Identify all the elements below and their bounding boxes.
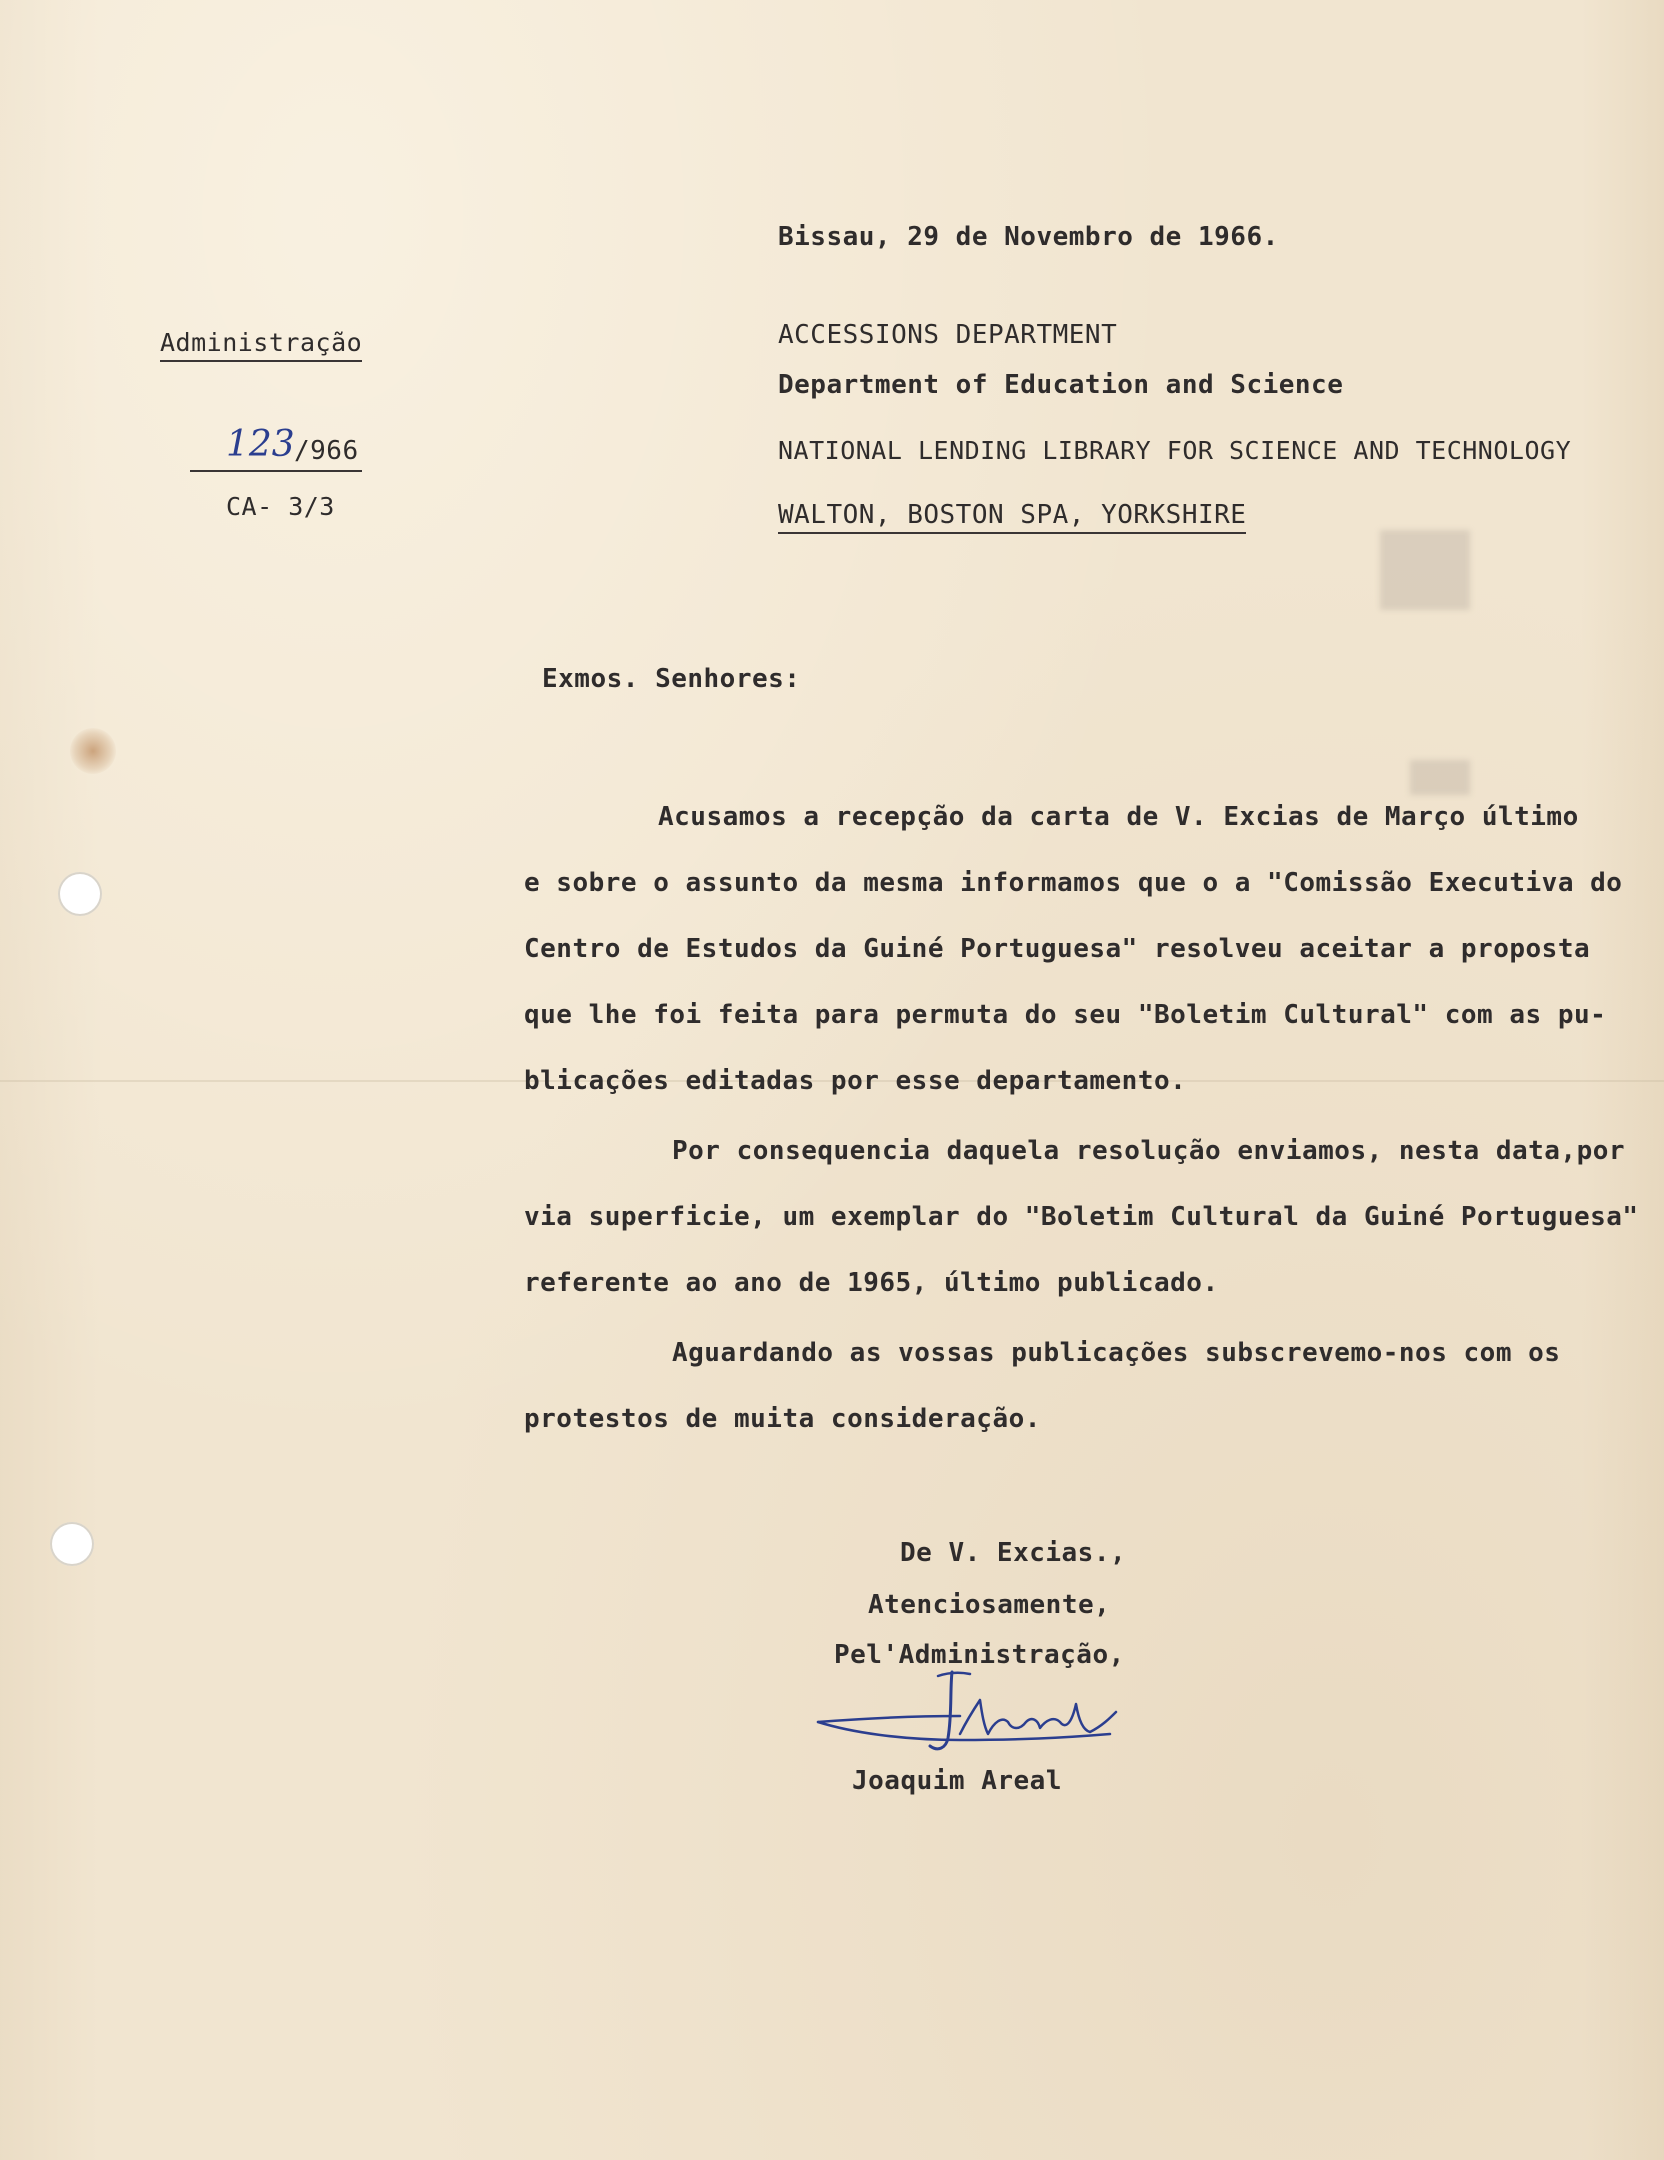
handwritten-number: 123 — [226, 424, 295, 465]
signature — [810, 1660, 1150, 1770]
salutation: Exmos. Senhores: — [542, 664, 801, 694]
body-p2-line-1: Por consequencia daquela resolução enviamos, nesta data,por — [672, 1136, 1626, 1166]
body-p3-line-2: protestos de muita consideração. — [524, 1404, 1041, 1434]
reference-number — [190, 426, 362, 472]
body-p1-line-3: Centro de Estudos da Guiné Portuguesa" resolveu aceitar a proposta — [524, 934, 1591, 964]
closing-line-3: Pel'Administração, — [834, 1640, 1125, 1670]
reference-code: CA- 3/3 — [226, 492, 335, 521]
recipient-line-4: WALTON, BOSTON SPA, YORKSHIRE — [778, 500, 1246, 534]
closing-line-2: Atenciosamente, — [868, 1590, 1111, 1620]
body-p2-line-3: referente ao ano de 1965, último publicado. — [524, 1268, 1219, 1298]
body-p1-line-4: que lhe foi feita para permuta do seu "Boletim Cultural" com as pu- — [524, 1000, 1607, 1030]
recipient-line-3: NATIONAL LENDING LIBRARY FOR SCIENCE AND TECHNOLOGY — [778, 436, 1572, 465]
signer-name: Joaquim Areal — [852, 1766, 1062, 1796]
body-p2-line-2: via superficie, um exemplar do "Boletim Cultural da Guiné Portuguesa" — [524, 1202, 1639, 1232]
body-p1-line-1: Acusamos a recepção da carta de V. Excias de Março último — [658, 802, 1579, 832]
recipient-line-2: Department of Education and Science — [778, 370, 1344, 400]
body-p3-line-1: Aguardando as vossas publicações subscrevemo-nos com os — [672, 1338, 1561, 1368]
punch-hole-bottom — [50, 1522, 94, 1566]
recipient-line-1: ACCESSIONS DEPARTMENT — [778, 320, 1118, 350]
ink-smudge — [1380, 530, 1470, 610]
reference-year: /966 — [294, 436, 359, 466]
body-p1-line-2: e sobre o assunto da mesma informamos que o a "Comissão Executiva do — [524, 868, 1623, 898]
place-date: Bissau, 29 de Novembro de 1966. — [778, 222, 1279, 252]
rust-stain — [70, 728, 116, 774]
ink-smudge-2 — [1410, 760, 1470, 795]
body-p1-line-5: blicações editadas por esse departamento. — [524, 1066, 1187, 1096]
closing-line-1: De V. Excias., — [900, 1538, 1127, 1568]
punch-hole-top — [58, 872, 102, 916]
department-label: Administração — [160, 328, 362, 362]
